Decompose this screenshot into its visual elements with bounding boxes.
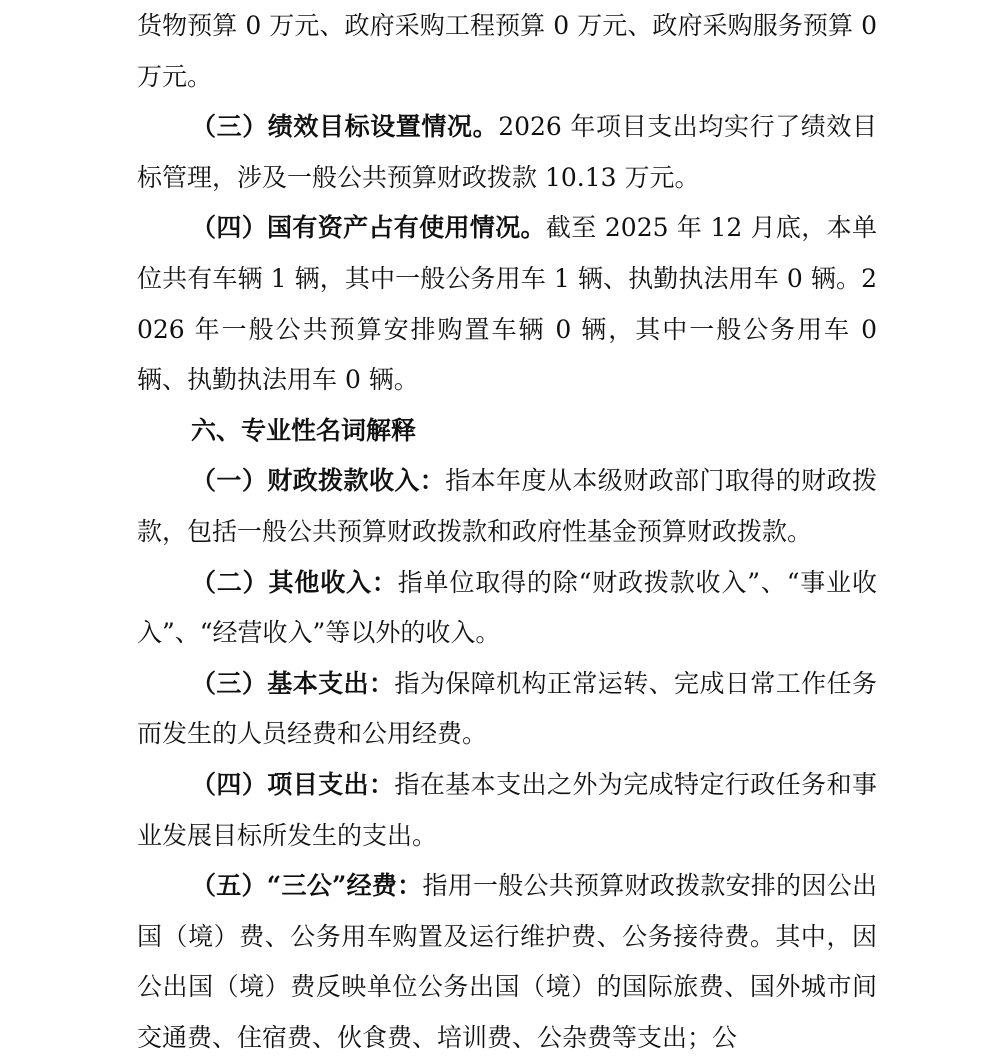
paragraph-text: 截至 2025 年 12 月底，本单位共有车辆 1 辆，其中一般公务用车 1 辆、执勤执法用车 0 辆。2026 年一般公共预算安排购置车辆 0 辆，其中一般公务用车 0 辆、执勤执法用车 0 辆。 bbox=[137, 213, 877, 395]
definition-text: 指为保障机构正常运转、完成日常工作任务而发生的人员经费和公用经费。 bbox=[137, 668, 877, 749]
definition-fiscal-allocation-income bbox=[137, 456, 877, 557]
section-heading: 六、专业性名词解释 bbox=[191, 415, 417, 445]
paragraph-text: 2026 年项目支出均实行了绩效目标管理，涉及一般公共预算财政拨款 10.13 万元。 bbox=[137, 112, 877, 192]
definition-text: 指本年度从本级财政部门取得的财政拨款，包括一般公共预算财政拨款和政府性基金预算财政拨款。 bbox=[137, 466, 877, 546]
paragraph-procurement-continued bbox=[137, 1, 877, 102]
paragraph-lead: （四）国有资产占有使用情况。 bbox=[191, 213, 546, 243]
definition-text: 指在基本支出之外为完成特定行政任务和事业发展目标所发生的支出。 bbox=[137, 769, 877, 850]
paragraph-state-assets bbox=[137, 203, 877, 405]
definition-other-income bbox=[137, 558, 877, 659]
definition-term: （二）其他收入： bbox=[191, 567, 398, 597]
definition-term: （四）项目支出： bbox=[191, 769, 395, 799]
paragraph-lead: （三）绩效目标设置情况。 bbox=[191, 112, 499, 142]
definition-term: （三）基本支出： bbox=[191, 668, 395, 698]
definition-text: 指单位取得的除“财政拨款收入”、“事业收入”、“经营收入”等以外的收入。 bbox=[137, 567, 877, 648]
document-page bbox=[137, 0, 877, 1063]
definition-three-public-expenses bbox=[137, 861, 877, 1063]
definition-term: （一）财政拨款收入： bbox=[191, 466, 446, 496]
paragraph-text: 货物预算 0 万元、政府采购工程预算 0 万元、政府采购服务预算 0 万元。 bbox=[137, 11, 877, 91]
definition-text: 指用一般公共预算财政拨款安排的因公出国（境）费、公务用车购置及运行维护费、公务接待费。其中，因公出国（境）费反映单位公务出国（境）的国际旅费、国外城市间交通费、住宿费、伙食费、培训费、公杂费等支出；公 bbox=[137, 871, 877, 1052]
paragraph-performance-goals bbox=[137, 102, 877, 203]
definition-term: （五）“三公”经费： bbox=[191, 871, 423, 901]
definition-basic-expenditure bbox=[137, 659, 877, 760]
definition-project-expenditure bbox=[137, 760, 877, 861]
